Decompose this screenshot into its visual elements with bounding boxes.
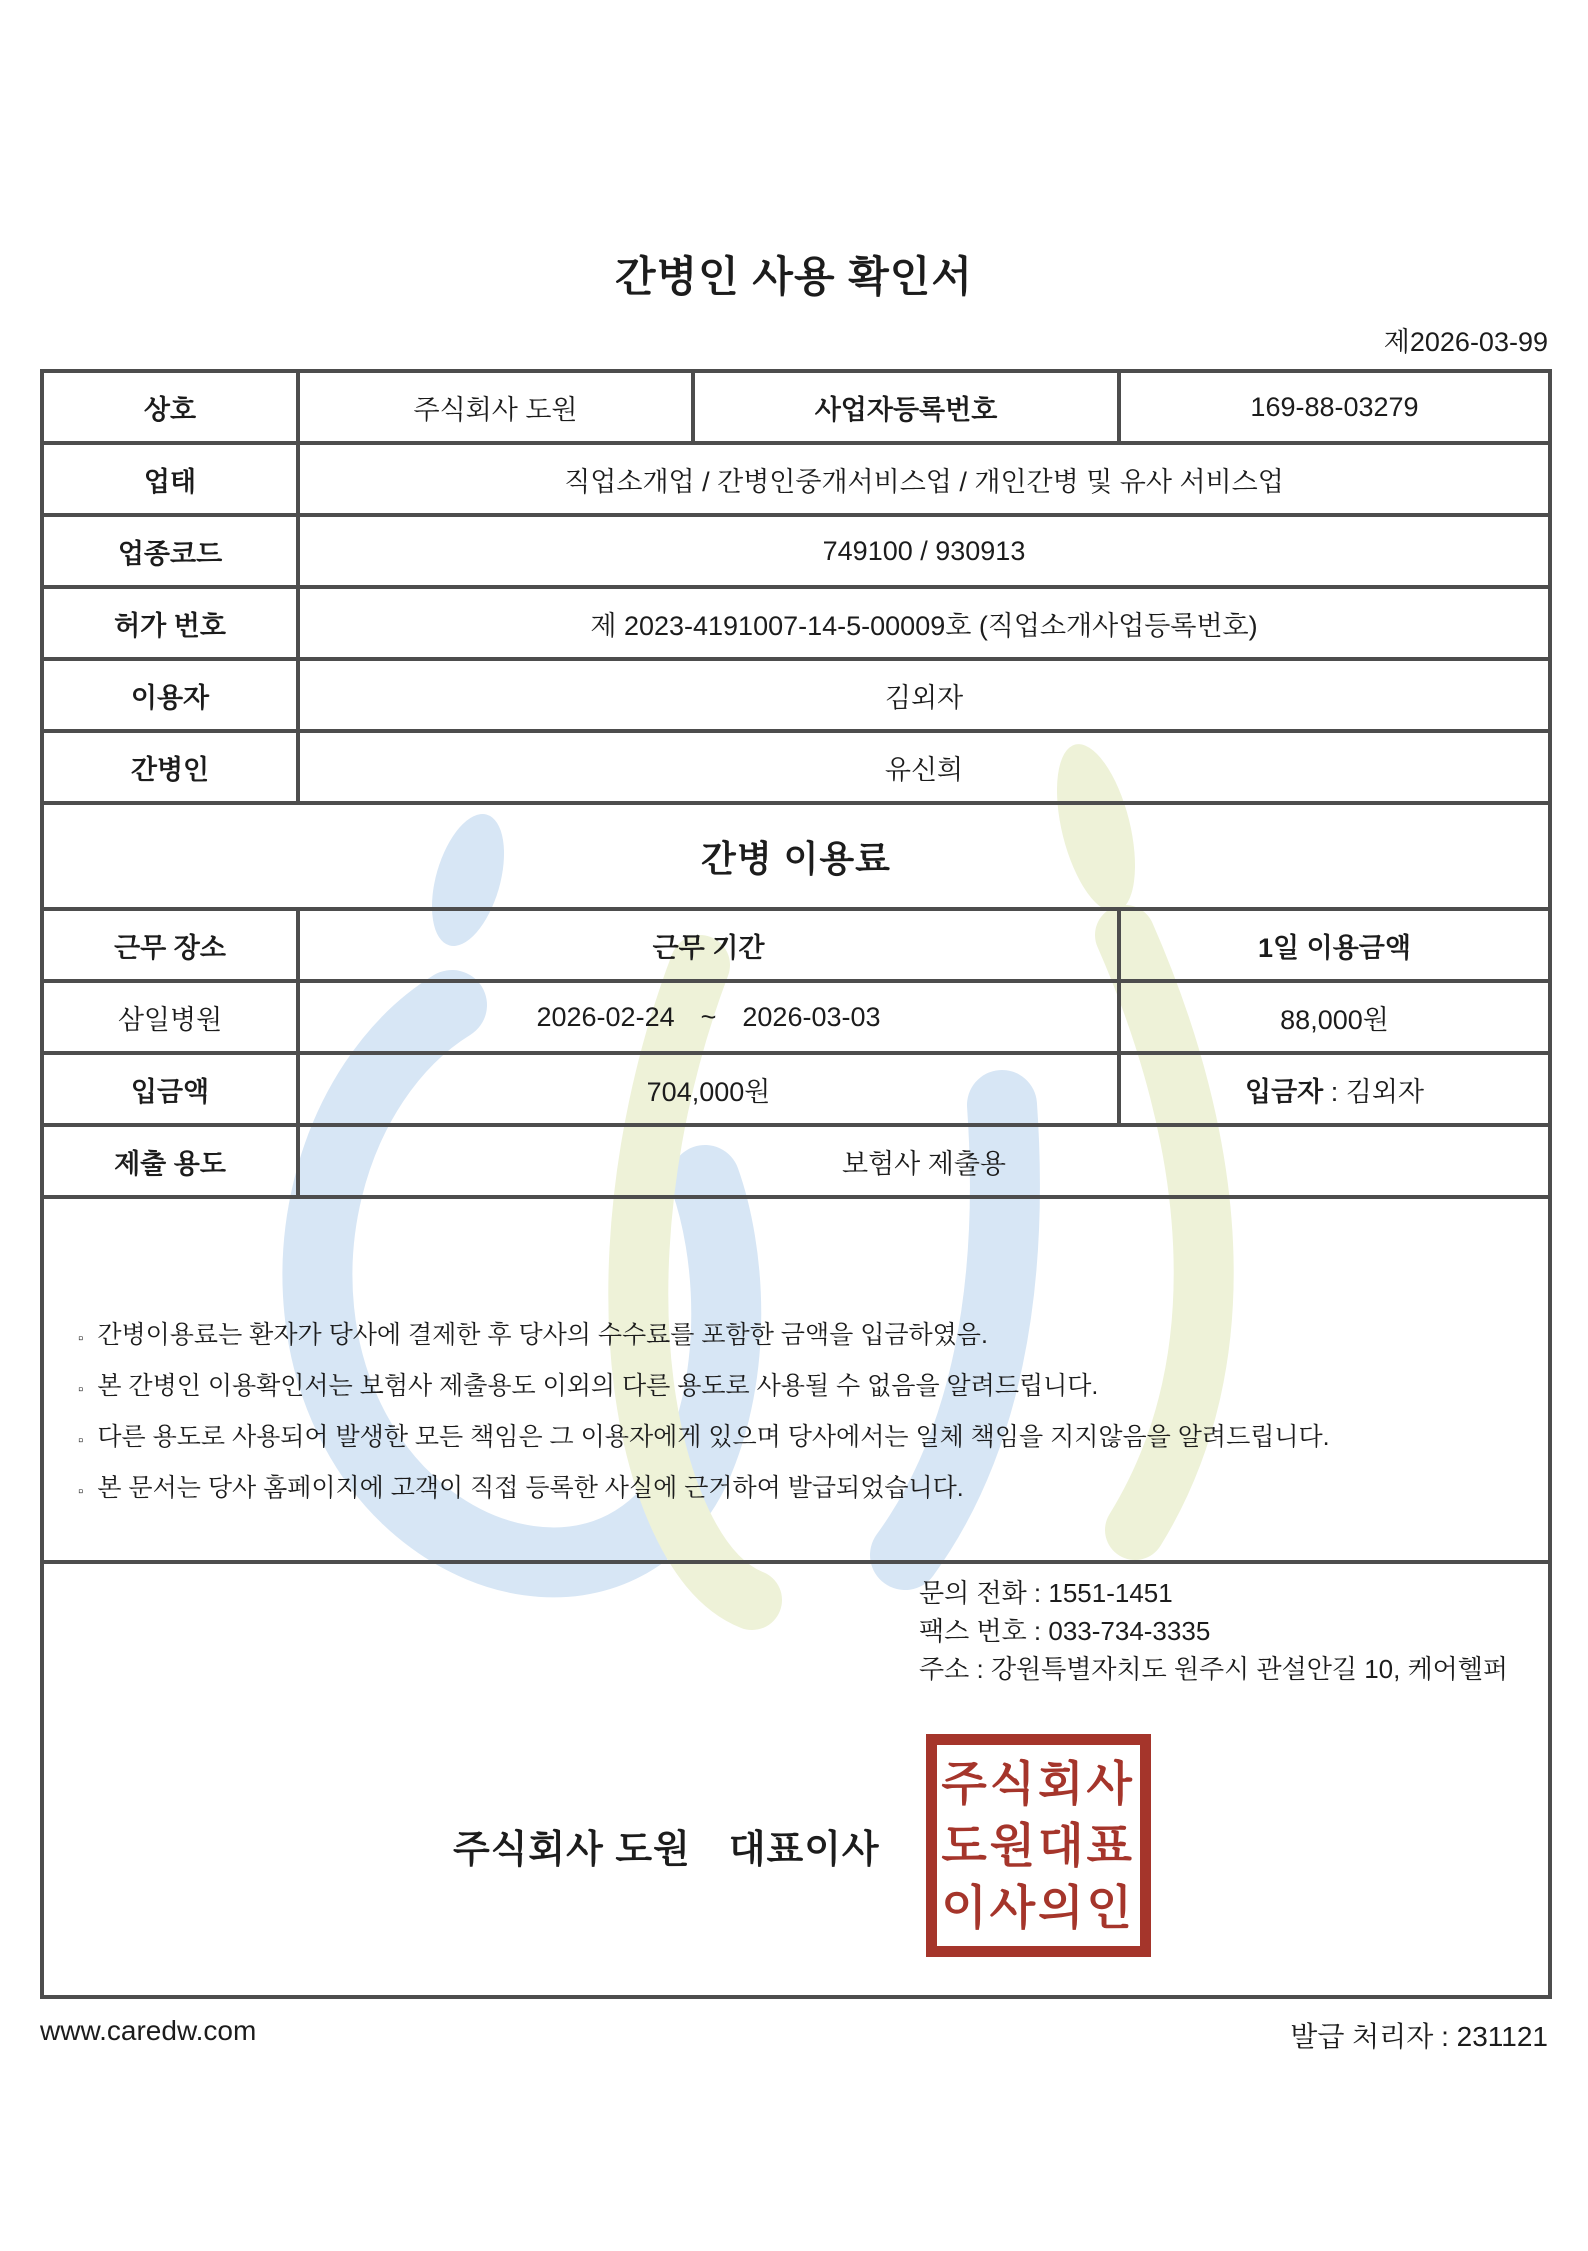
period-start: 2026-02-24 xyxy=(536,1001,675,1032)
note-text: 다른 용도로 사용되어 발생한 모든 책임은 그 이용자에게 있으며 당사에서는 일체 책임을 지지않음을 알려드립니다. xyxy=(97,1423,1330,1451)
caregiver-label: 간병인 xyxy=(42,731,298,803)
signature-line xyxy=(453,1734,1548,1957)
contact-address: 주소 : 강원특별자치도 원주시 관설안길 10, 케어헬퍼 xyxy=(919,1654,1509,1684)
note-text: 간병이용료는 환자가 당사에 결제한 후 당사의 수수료를 포함한 금액을 입금하였음. xyxy=(97,1321,988,1349)
user-value: 김외자 xyxy=(298,659,1550,731)
work-place-value: 삼일병원 xyxy=(42,981,298,1053)
note-item xyxy=(78,1468,1518,1504)
table-row xyxy=(42,443,1550,515)
industry-code-label: 업종코드 xyxy=(42,515,298,587)
period-end: 2026-03-03 xyxy=(742,1001,881,1032)
note-item xyxy=(78,1366,1518,1402)
deposit-amount: 704,000원 xyxy=(298,1053,1119,1125)
confirmation-table xyxy=(40,369,1552,1999)
seal-text-line: 주식회사 xyxy=(941,1756,1135,1810)
table-row xyxy=(42,515,1550,587)
business-type-label: 업태 xyxy=(42,443,298,515)
notes-cell xyxy=(42,1197,1550,1562)
table-row xyxy=(42,587,1550,659)
company-name-value: 주식회사 도원 xyxy=(298,371,693,443)
deposit-label: 입금액 xyxy=(42,1053,298,1125)
company-seal xyxy=(926,1734,1151,1957)
caregiver-value: 유신희 xyxy=(298,731,1550,803)
note-text: 본 문서는 당사 홈페이지에 고객이 직접 등록한 사실에 근거하여 발급되었습니다. xyxy=(97,1474,964,1502)
fee-section-title: 간병 이용료 xyxy=(42,803,1550,909)
contact-block xyxy=(919,1574,1528,1688)
period-separator: ~ xyxy=(700,1001,717,1032)
daily-fee-header: 1일 이용금액 xyxy=(1119,909,1550,981)
document-number: 제2026-03-99 xyxy=(1383,327,1548,357)
table-row xyxy=(42,659,1550,731)
note-bullet-icon: ▫ xyxy=(78,1483,84,1500)
company-name-label: 상호 xyxy=(42,371,298,443)
contact-phone: 문의 전화 : 1551-1451 xyxy=(919,1578,1173,1608)
daily-fee-value: 88,000원 xyxy=(1119,981,1550,1053)
signature-text xyxy=(453,1818,880,1873)
note-bullet-icon: ▫ xyxy=(78,1330,84,1347)
signature-ceo: 대표이사 xyxy=(728,1829,880,1871)
footer-website: www.caredw.com xyxy=(40,2015,257,2046)
business-type-value: 직업소개업 / 간병인중개서비스업 / 개인간병 및 유사 서비스업 xyxy=(298,443,1550,515)
table-row xyxy=(42,371,1550,443)
seal-text-line: 이사의인 xyxy=(941,1880,1135,1934)
contact-fax: 팩스 번호 : 033-734-3335 xyxy=(919,1616,1211,1646)
signature-cell xyxy=(42,1562,1550,1997)
user-label: 이용자 xyxy=(42,659,298,731)
depositor-cell xyxy=(1119,1053,1550,1125)
note-bullet-icon: ▫ xyxy=(78,1432,84,1449)
note-item xyxy=(78,1417,1518,1453)
signature-row xyxy=(42,1562,1550,1997)
business-reg-value: 169-88-03279 xyxy=(1119,371,1550,443)
work-period-value xyxy=(298,981,1119,1053)
deposit-row xyxy=(42,1053,1550,1125)
fee-section-header-row xyxy=(42,803,1550,909)
industry-code-value: 749100 / 930913 xyxy=(298,515,1550,587)
depositor-value: : 김외자 xyxy=(1323,1076,1424,1107)
note-text: 본 간병인 이용확인서는 보험사 제출용도 이외의 다른 용도로 사용될 수 없음을 알려드립니다. xyxy=(97,1372,1099,1400)
work-period-header: 근무 기간 xyxy=(298,909,1119,981)
business-reg-label: 사업자등록번호 xyxy=(693,371,1119,443)
permit-number-label: 허가 번호 xyxy=(42,587,298,659)
depositor-label: 입금자 xyxy=(1244,1076,1324,1107)
note-item xyxy=(78,1315,1518,1351)
fee-header-row xyxy=(42,909,1550,981)
purpose-value: 보험사 제출용 xyxy=(298,1125,1550,1197)
seal-text-line: 도원대표 xyxy=(941,1818,1135,1872)
note-bullet-icon: ▫ xyxy=(78,1381,84,1398)
purpose-row xyxy=(42,1125,1550,1197)
table-row xyxy=(42,731,1550,803)
work-place-header: 근무 장소 xyxy=(42,909,298,981)
purpose-label: 제출 용도 xyxy=(42,1125,298,1197)
permit-number-value: 제 2023-4191007-14-5-00009호 (직업소개사업등록번호) xyxy=(298,587,1550,659)
footer-issuer: 발급 처리자 : 231121 xyxy=(1290,2021,1548,2052)
notes-row xyxy=(42,1197,1550,1562)
signature-company: 주식회사 도원 xyxy=(453,1829,691,1871)
fee-data-row xyxy=(42,981,1550,1053)
page-footer xyxy=(40,2015,1548,2055)
page-title: 간병인 사용 확인서 xyxy=(615,253,973,300)
